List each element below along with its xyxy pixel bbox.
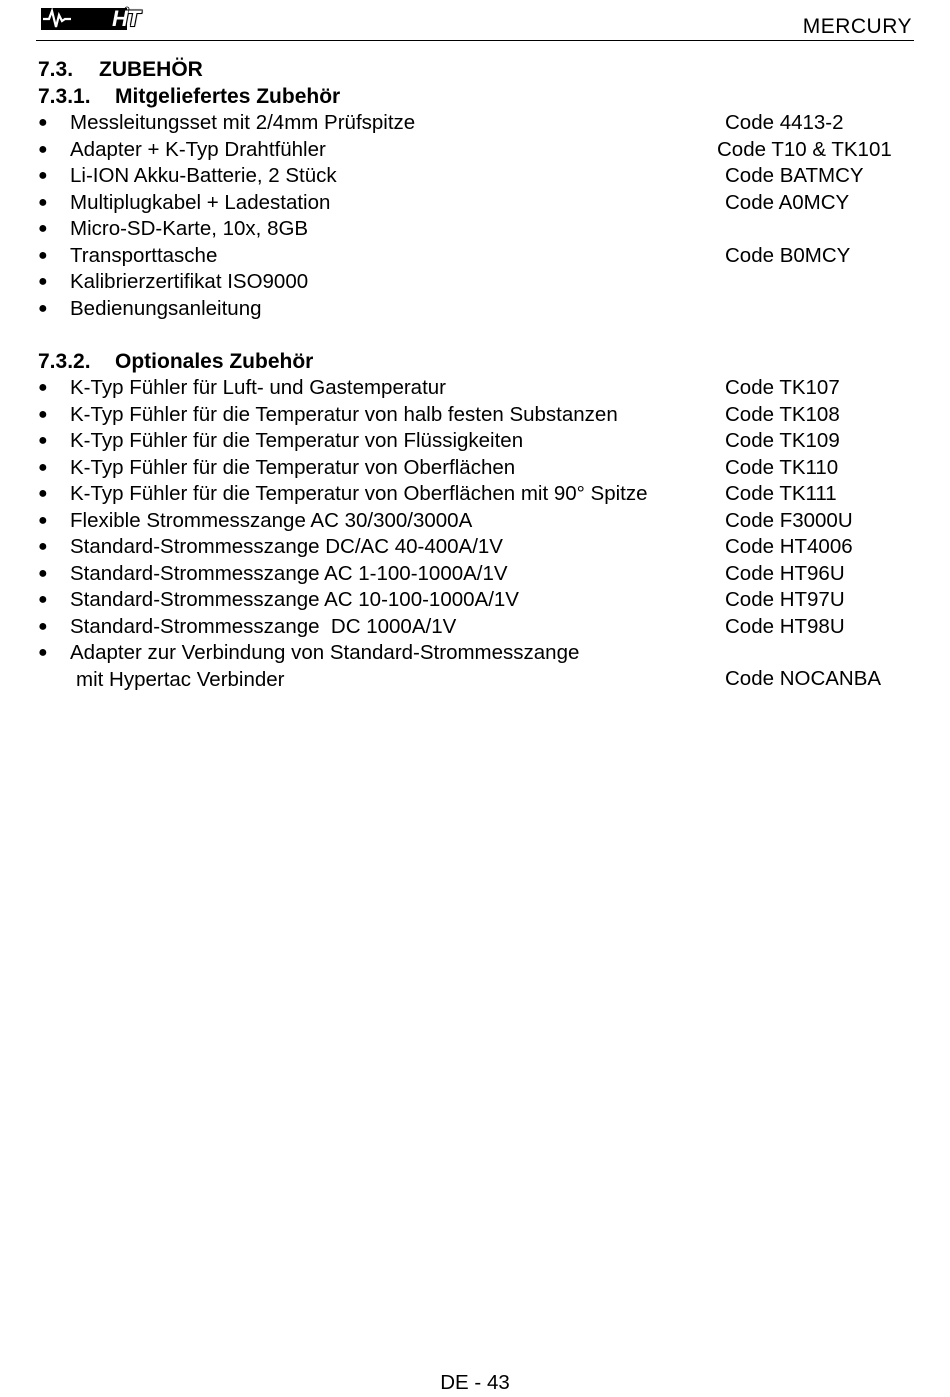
list-item	[38, 561, 918, 588]
list-item	[38, 534, 918, 561]
item-code: Code HT97U	[725, 588, 845, 611]
bullet-icon: ●	[38, 644, 48, 661]
item-label: Bedienungsanleitung	[70, 296, 262, 320]
list-item	[38, 110, 918, 137]
bullet-icon: ●	[38, 273, 48, 290]
list-item	[38, 296, 918, 323]
item-code: Code HT98U	[725, 614, 845, 638]
product-name: MERCURY	[802, 15, 912, 38]
list-item	[38, 243, 918, 270]
item-code: Code TK111	[725, 482, 837, 505]
item-label: Standard-Strommesszange DC 1000A/1V	[70, 614, 457, 638]
optional-accessories-list	[38, 375, 918, 692]
list-item	[38, 481, 918, 508]
item-code: Code TK110	[725, 455, 839, 479]
bullet-icon: ●	[38, 299, 48, 317]
list-item	[38, 587, 918, 614]
list-item	[38, 269, 918, 296]
list-item	[38, 216, 918, 243]
item-code: Code B0MCY	[725, 243, 851, 267]
item-label: Transporttasche	[70, 243, 218, 267]
item-code: Code TK107	[725, 376, 840, 399]
bullet-icon: ●	[38, 114, 48, 131]
list-item	[38, 137, 918, 164]
header-divider	[36, 40, 914, 41]
list-item	[38, 163, 918, 190]
section-number: 7.3.	[38, 58, 74, 81]
item-label: Standard-Strommesszange AC 10-100-1000A/1V	[70, 588, 519, 611]
list-item	[38, 455, 918, 482]
list-item	[38, 375, 918, 402]
bullet-icon: ●	[38, 246, 48, 264]
bullet-icon: ●	[38, 485, 48, 502]
bullet-icon: ●	[38, 167, 48, 184]
item-label: Adapter + K-Typ Drahtfühler	[70, 137, 326, 161]
item-code: Code A0MCY	[725, 190, 850, 214]
item-code: Code TK109	[725, 429, 840, 452]
list-item	[38, 614, 918, 641]
list-item	[38, 190, 918, 217]
bullet-icon: ●	[38, 193, 48, 211]
item-code: Code 4413-2	[725, 111, 844, 134]
section-number: 7.3.1.	[38, 84, 91, 108]
ht-logo	[40, 4, 140, 34]
logo-wordmark: HT	[112, 6, 140, 31]
item-label	[70, 640, 725, 692]
bullet-icon: ●	[38, 538, 48, 555]
included-accessories-list	[38, 110, 918, 322]
bullet-icon: ●	[38, 458, 48, 476]
item-label: Flexible Strommesszange AC 30/300/3000A	[70, 508, 473, 532]
section-title: Mitgeliefertes Zubehör	[115, 84, 341, 108]
section-heading-7-3	[38, 57, 918, 84]
list-item	[38, 508, 918, 535]
item-label: K-Typ Fühler für die Temperatur von Oberflächen mit 90° Spitze	[70, 482, 648, 505]
bullet-icon: ●	[38, 379, 48, 396]
item-label: K-Typ Fühler für Luft- und Gastemperatur	[70, 376, 446, 399]
item-label: Micro-SD-Karte, 10x, 8GB	[70, 217, 309, 240]
item-code: Code HT96U	[725, 561, 845, 585]
item-code: Code T10 & TK101	[717, 137, 892, 161]
page-number: DE - 43	[440, 1371, 510, 1394]
document-body	[38, 57, 918, 692]
item-label: Standard-Strommesszange DC/AC 40-400A/1V	[70, 535, 503, 558]
bullet-icon: ●	[38, 591, 48, 608]
bullet-icon: ●	[38, 140, 48, 158]
section-heading-7-3-2	[38, 349, 918, 376]
section-title: Optionales Zubehör	[115, 349, 314, 373]
item-label: Multiplugkabel + Ladestation	[70, 190, 331, 214]
item-label: Messleitungsset mit 2/4mm Prüfspitze	[70, 111, 416, 134]
item-label: Kalibrierzertifikat ISO9000	[70, 270, 309, 293]
item-code: Code BATMCY	[725, 164, 864, 187]
item-label-line1: Adapter zur Verbindung von Standard-Strommesszange	[70, 641, 580, 664]
item-label: K-Typ Fühler für die Temperatur von Flüssigkeiten	[70, 429, 524, 452]
section-title: ZUBEHÖR	[99, 58, 203, 81]
item-code: Code F3000U	[725, 508, 853, 532]
item-label: Standard-Strommesszange AC 1-100-1000A/1V	[70, 561, 508, 585]
bullet-icon: ●	[38, 617, 48, 635]
section-heading-7-3-1	[38, 84, 918, 111]
item-label: K-Typ Fühler für die Temperatur von halb festen Substanzen	[70, 402, 618, 426]
list-item	[38, 402, 918, 429]
list-item	[38, 428, 918, 455]
item-code: Code HT4006	[725, 535, 853, 558]
list-item	[38, 640, 918, 692]
bullet-icon: ●	[38, 405, 48, 423]
bullet-icon: ●	[38, 220, 48, 237]
item-label-line2: mit Hypertac Verbinder	[76, 667, 285, 691]
section-number: 7.3.2.	[38, 349, 91, 373]
item-code: Code NOCANBA	[725, 666, 882, 690]
section-spacer	[38, 322, 918, 349]
item-label: K-Typ Fühler für die Temperatur von Oberflächen	[70, 455, 516, 479]
bullet-icon: ●	[38, 564, 48, 582]
bullet-icon: ●	[38, 511, 48, 529]
item-code: Code TK108	[725, 402, 840, 426]
item-label: Li-ION Akku-Batterie, 2 Stück	[70, 164, 337, 187]
bullet-icon: ●	[38, 432, 48, 449]
